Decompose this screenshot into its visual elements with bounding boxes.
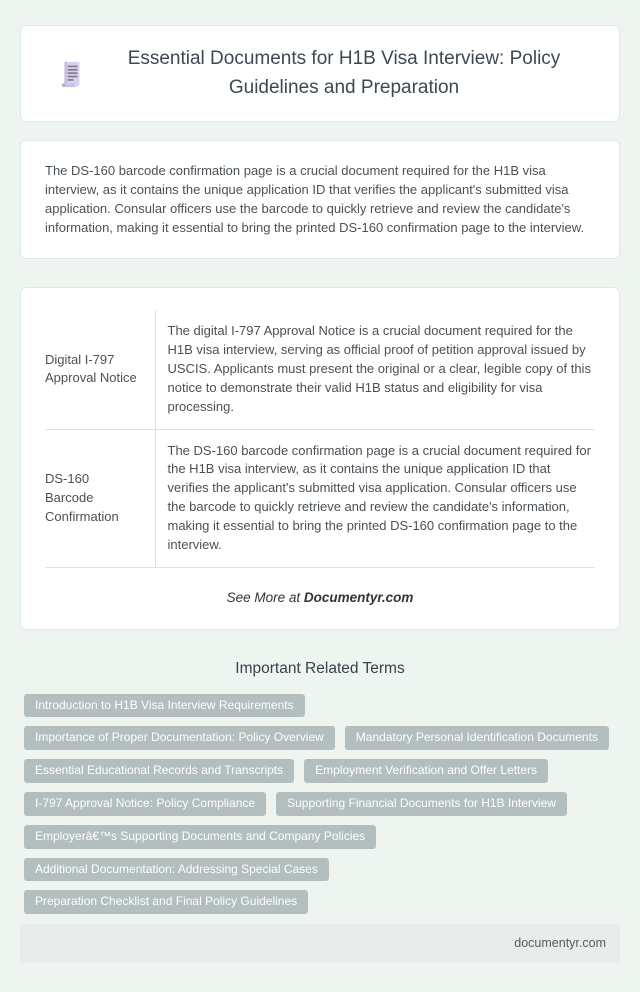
see-more-prefix: See More at	[226, 589, 304, 605]
terms-table	[45, 310, 595, 567]
footer-site-link[interactable]: documentyr.com	[514, 936, 606, 951]
related-term-tag[interactable]: Importance of Proper Documentation: Policy Overview	[24, 726, 335, 750]
related-term-tag[interactable]: Introduction to H1B Visa Interview Requirements	[24, 694, 305, 718]
related-term-tag[interactable]: Preparation Checklist and Final Policy Guidelines	[24, 890, 308, 914]
see-more-line	[45, 568, 595, 615]
related-terms-heading: Important Related Terms	[235, 659, 405, 677]
description-cell: The DS-160 barcode confirmation page is a crucial document required for the H1B visa interview, as it contains the unique application ID that verifies the applicant's submitted visa application. Consular officers use the barcode to quickly retrieve and review the candidate's information, making it essential to bring the printed DS-160 confirmation page to the interview.	[155, 429, 595, 567]
related-term-tag[interactable]: Employerâ€™s Supporting Documents and Company Policies	[24, 825, 376, 849]
terms-table-card	[20, 287, 620, 629]
see-more-brand-link[interactable]: Documentyr.com	[303, 589, 414, 605]
related-term-tag[interactable]: Mandatory Personal Identification Documents	[345, 726, 609, 750]
related-terms-list	[20, 694, 620, 915]
description-cell: The digital I-797 Approval Notice is a crucial document required for the H1B visa interview, serving as official proof of petition approval issued by USCIS. Applicants must present the original or a clear, legible copy of this notice to demonstrate their valid H1B status and eligibility for visa processing.	[155, 310, 595, 429]
intro-paragraph: The DS-160 barcode confirmation page is a crucial document required for the H1B visa interview, as it contains the unique application ID that verifies the applicant's submitted visa application. Consular officers use the barcode to quickly retrieve and review the candidate's information, making it essential to bring the printed DS-160 confirmation page to the interview.	[45, 163, 585, 235]
receipt-icon	[56, 59, 86, 89]
terms-table-body	[45, 310, 595, 567]
related-term-tag[interactable]: Additional Documentation: Addressing Special Cases	[24, 858, 329, 882]
intro-card	[20, 140, 620, 259]
related-term-tag[interactable]: Essential Educational Records and Transcripts	[24, 759, 294, 783]
term-cell: Digital I-797 Approval Notice	[45, 310, 155, 429]
related-term-tag[interactable]: Employment Verification and Offer Letters	[304, 759, 548, 783]
related-term-tag[interactable]: Supporting Financial Documents for H1B Interview	[276, 792, 567, 816]
title-card	[20, 25, 620, 122]
term-cell: DS-160 Barcode Confirmation	[45, 429, 155, 567]
table-row	[45, 310, 595, 429]
table-row	[45, 429, 595, 567]
related-term-tag[interactable]: I-797 Approval Notice: Policy Compliance	[24, 792, 266, 816]
page-title: Essential Documents for H1B Visa Interview: Policy Guidelines and Preparation	[127, 48, 561, 98]
footer-bar	[20, 924, 620, 962]
